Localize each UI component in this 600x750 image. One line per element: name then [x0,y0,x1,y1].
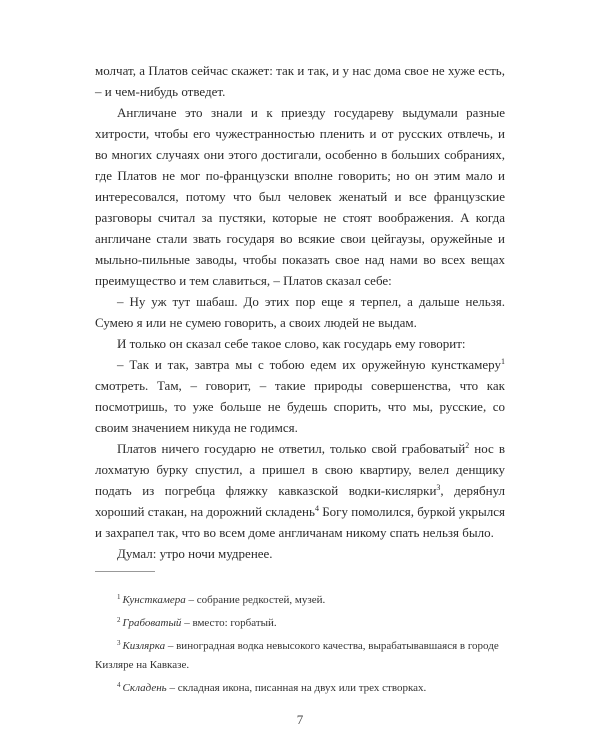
paragraph-6-mid: нос в лохматую бурку спустил, а пришел в свою квартиру, велел денщику подать из погребца фляжку кавказской водки-кислярки [95,441,505,498]
footnote-1 [95,591,505,610]
paragraph-6-after: Богу помолился, буркой укрылся и захрапел так, что во всем доме англичанам никому спать нельзя было. [95,504,505,540]
footnote-ref-3: 3 [436,483,441,492]
footnote-number: 2 [117,616,121,624]
paragraph-2: Англичане это знали и к приезду государеву выдумали разные хитрости, чтобы его чужестранностью пленить и от русских отвлечь, и во многих случаях они этого достигали, особенно в больших собраниях, где Платов не мог по-французски вполне говорить; но он этим мало и интересовался, потому что был человек женатый и все французские разговоры считал за пустяки, которые не стоят воображения. А когда англичане стали звать государя во всякие свои цейгаузы, оружейные и мыльно-пильные заводы, чтобы показать свое над нами во всех вещах преимущество и тем славиться, – Платов сказал себе: [95,105,505,288]
footnote-text: – складная икона, писанная на двух или трех створках. [166,682,427,694]
paragraph-6-before: Платов ничего государю не ответил, только свой грабоватый [117,441,466,456]
paragraph-4: И только он сказал себе такое слово, как государь ему говорит: [117,336,466,351]
footnote-ref-1: 1 [501,357,505,366]
footnote-term: Кунсткамера [122,594,186,606]
paragraph-6-mid2: , дерябнул хороший стакан, на дорожний складень [95,483,505,519]
paragraph-5-after: смотреть. Там, – говорит, – такие природы совершенства, что как посмотришь, то уже больше не будешь спорить, что мы, русские, со своим значением никуда не годимся. [95,378,505,435]
paragraph-3: – Ну уж тут шабаш. До этих пор еще я терпел, а дальше нельзя. Сумею я или не сумею говорить, а своих людей не выдам. [95,294,505,330]
paragraph-5-before: – Так и так, завтра мы с тобою едем их оружейную кунсткамеру [117,357,501,372]
paragraph-5 [95,354,505,438]
footnote-text: – собрание редкостей, музей. [185,594,326,606]
footnote-number: 3 [117,639,121,647]
body-text [95,60,505,564]
page-number: 7 [296,712,304,727]
footnote-2 [95,614,505,633]
footnotes [95,591,505,702]
footnote-number: 4 [117,681,121,689]
footnote-divider [95,571,155,572]
paragraph-1: молчат, а Платов сейчас скажет: так и так, и у нас дома свое не хуже есть, – и чем-нибудь отведет. [95,63,505,99]
footnote-ref-2: 2 [465,441,470,450]
footnote-number: 1 [117,593,121,601]
paragraph-7: Думал: утро ночи мудренее. [117,546,273,561]
footnote-4 [95,679,505,698]
footnote-text: – виноградная водка невысокого качества, вырабатывавшаяся в городе Кизляре на Кавказе. [95,640,499,671]
paragraph-6 [95,438,505,543]
footnote-term: Складень [122,682,167,694]
footnote-term: Кизлярка [122,640,166,652]
footnote-ref-4: 4 [314,504,319,513]
footnote-term: Грабоватый [122,617,182,629]
footnote-text: – вместо: горбатый. [181,617,277,629]
footnote-3 [95,637,505,675]
